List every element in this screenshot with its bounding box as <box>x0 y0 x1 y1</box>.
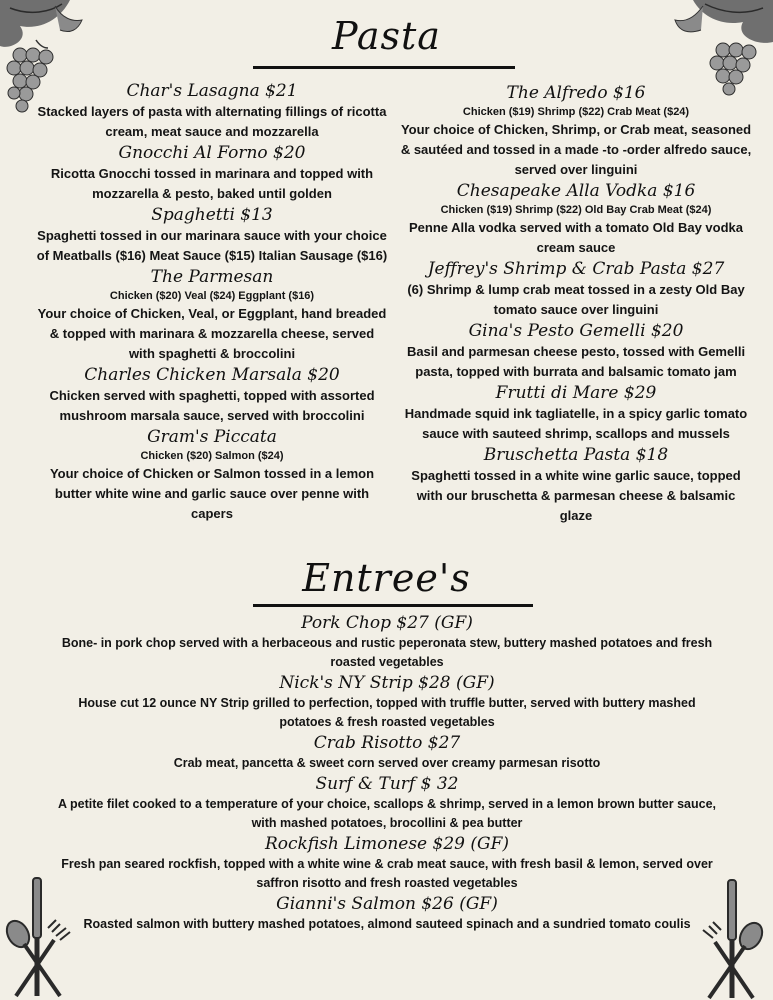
menu-item-name: Gnocchi Al Forno $20 <box>118 143 306 163</box>
menu-item <box>36 266 388 364</box>
pasta-title-underline <box>253 66 515 69</box>
menu-item-name: The Parmesan <box>150 267 274 287</box>
menu-item-name: Gianni's Salmon $26 (GF) <box>276 894 498 914</box>
menu-item <box>56 833 718 893</box>
menu-item <box>36 426 388 524</box>
pasta-left-column <box>36 80 388 524</box>
pasta-section-title: Pasta <box>332 14 441 58</box>
menu-item-description: Your choice of Chicken or Salmon tossed in a lemon butter white wine and garlic sauce over penne with capers <box>49 466 375 521</box>
menu-item-description: Spaghetti tossed in a white wine garlic sauce, topped with our bruschetta & parmesan cheese & balsamic glaze <box>411 468 741 523</box>
menu-item-name: Surf & Turf $ 32 <box>315 774 459 794</box>
menu-item <box>36 80 388 142</box>
menu-item-name: Pork Chop $27 (GF) <box>301 613 473 633</box>
menu-item-name: Crab Risotto $27 <box>313 733 461 753</box>
menu-item <box>400 444 752 526</box>
menu-item-description: Your choice of Chicken, Veal, or Eggplant, hand breaded & topped with marinara & mozzarella cheese, served with spaghetti & broccolini <box>37 306 387 361</box>
menu-item-description: (6) Shrimp & lump crab meat tossed in a zesty Old Bay tomato sauce over linguini <box>407 282 745 317</box>
menu-item-description: Roasted salmon with buttery mashed potatoes, almond sauteed spinach and a sundried tomato coulis <box>83 917 691 931</box>
entrees-section-title: Entree's <box>302 556 471 600</box>
menu-item-name: Frutti di Mare $29 <box>495 383 657 403</box>
menu-item-name: Rockfish Limonese $29 (GF) <box>264 834 510 854</box>
menu-item-description: Penne Alla vodka served with a tomato Old Bay vodka cream sauce <box>408 220 743 255</box>
menu-item-description: Stacked layers of pasta with alternating fillings of ricotta cream, meat sauce and mozzarella <box>37 104 387 139</box>
menu-item-description: Fresh pan seared rockfish, topped with a white wine & crab meat sauce, with fresh basil & lemon, served over saffron risotto and fresh roasted vegetables <box>61 857 713 890</box>
menu-item <box>400 320 752 382</box>
pasta-right-column <box>400 82 752 526</box>
menu-item <box>36 204 388 266</box>
menu-item-options: Chicken ($19) Shrimp ($22) Old Bay Crab Meat ($24) <box>440 204 712 216</box>
menu-item <box>56 672 718 732</box>
menu-item-description: Basil and parmesan cheese pesto, tossed with Gemelli pasta, topped with burrata and balsamic tomato jam <box>406 344 746 379</box>
menu-item <box>400 382 752 444</box>
menu-item <box>36 364 388 426</box>
menu-item-name: Char's Lasagna $21 <box>126 81 298 101</box>
entrees-list <box>56 612 718 934</box>
menu-item <box>400 180 752 258</box>
menu-item-description: Crab meat, pancetta & sweet corn served over creamy parmesan risotto <box>173 756 601 770</box>
menu-item-name: The Alfredo $16 <box>506 83 646 103</box>
menu-item <box>56 612 718 672</box>
menu-item-description: Handmade squid ink tagliatelle, in a spicy garlic tomato sauce with sauteed shrimp, scallops and mussels <box>404 406 748 441</box>
menu-item-options: Chicken ($20) Salmon ($24) <box>140 450 284 462</box>
menu-item-name: Chesapeake Alla Vodka $16 <box>456 181 696 201</box>
menu-item-description: Bone- in pork chop served with a herbaceous and rustic peperonata stew, buttery mashed potatoes and fresh roasted vegetables <box>61 636 713 669</box>
menu-item-name: Charles Chicken Marsala $20 <box>84 365 340 385</box>
menu-item-name: Gram's Piccata <box>147 427 277 447</box>
menu-item <box>56 773 718 833</box>
menu-item <box>400 82 752 180</box>
menu-item-name: Bruschetta Pasta $18 <box>483 445 669 465</box>
menu-item-description: A petite filet cooked to a temperature of your choice, scallops & shrimp, served in a lemon brown butter sauce, with mashed potatoes, brocollini & pea butter <box>57 797 717 830</box>
menu-item-options: Chicken ($19) Shrimp ($22) Crab Meat ($24) <box>462 106 690 118</box>
menu-item-description: House cut 12 ounce NY Strip grilled to perfection, topped with truffle butter, served with buttery mashed potatoes & fresh roasted vegetables <box>78 696 696 729</box>
menu-item-description: Ricotta Gnocchi tossed in marinara and topped with mozzarella & pesto, baked until golden <box>50 166 374 201</box>
menu-item-name: Jeffrey's Shrimp & Crab Pasta $27 <box>427 259 725 279</box>
menu-item <box>56 893 718 934</box>
menu-item-name: Spaghetti $13 <box>151 205 273 225</box>
menu-item <box>400 258 752 320</box>
menu-item-description: Spaghetti tossed in our marinara sauce with your choice of Meatballs ($16) Meat Sauce ($15) Italian Sausage ($16) <box>36 228 388 263</box>
menu-item-description: Chicken served with spaghetti, topped with assorted mushroom marsala sauce, served with broccolini <box>49 388 375 423</box>
menu-item <box>36 142 388 204</box>
menu-item-name: Gina's Pesto Gemelli $20 <box>468 321 684 341</box>
menu-item-options: Chicken ($20) Veal ($24) Eggplant ($16) <box>109 290 315 302</box>
entrees-title-underline <box>253 604 533 607</box>
menu-item-name: Nick's NY Strip $28 (GF) <box>279 673 495 693</box>
menu-item <box>56 732 718 773</box>
menu-item-description: Your choice of Chicken, Shrimp, or Crab meat, seasoned & sautéed and tossed in a made -to -order alfredo sauce, served over linguini <box>400 122 752 177</box>
